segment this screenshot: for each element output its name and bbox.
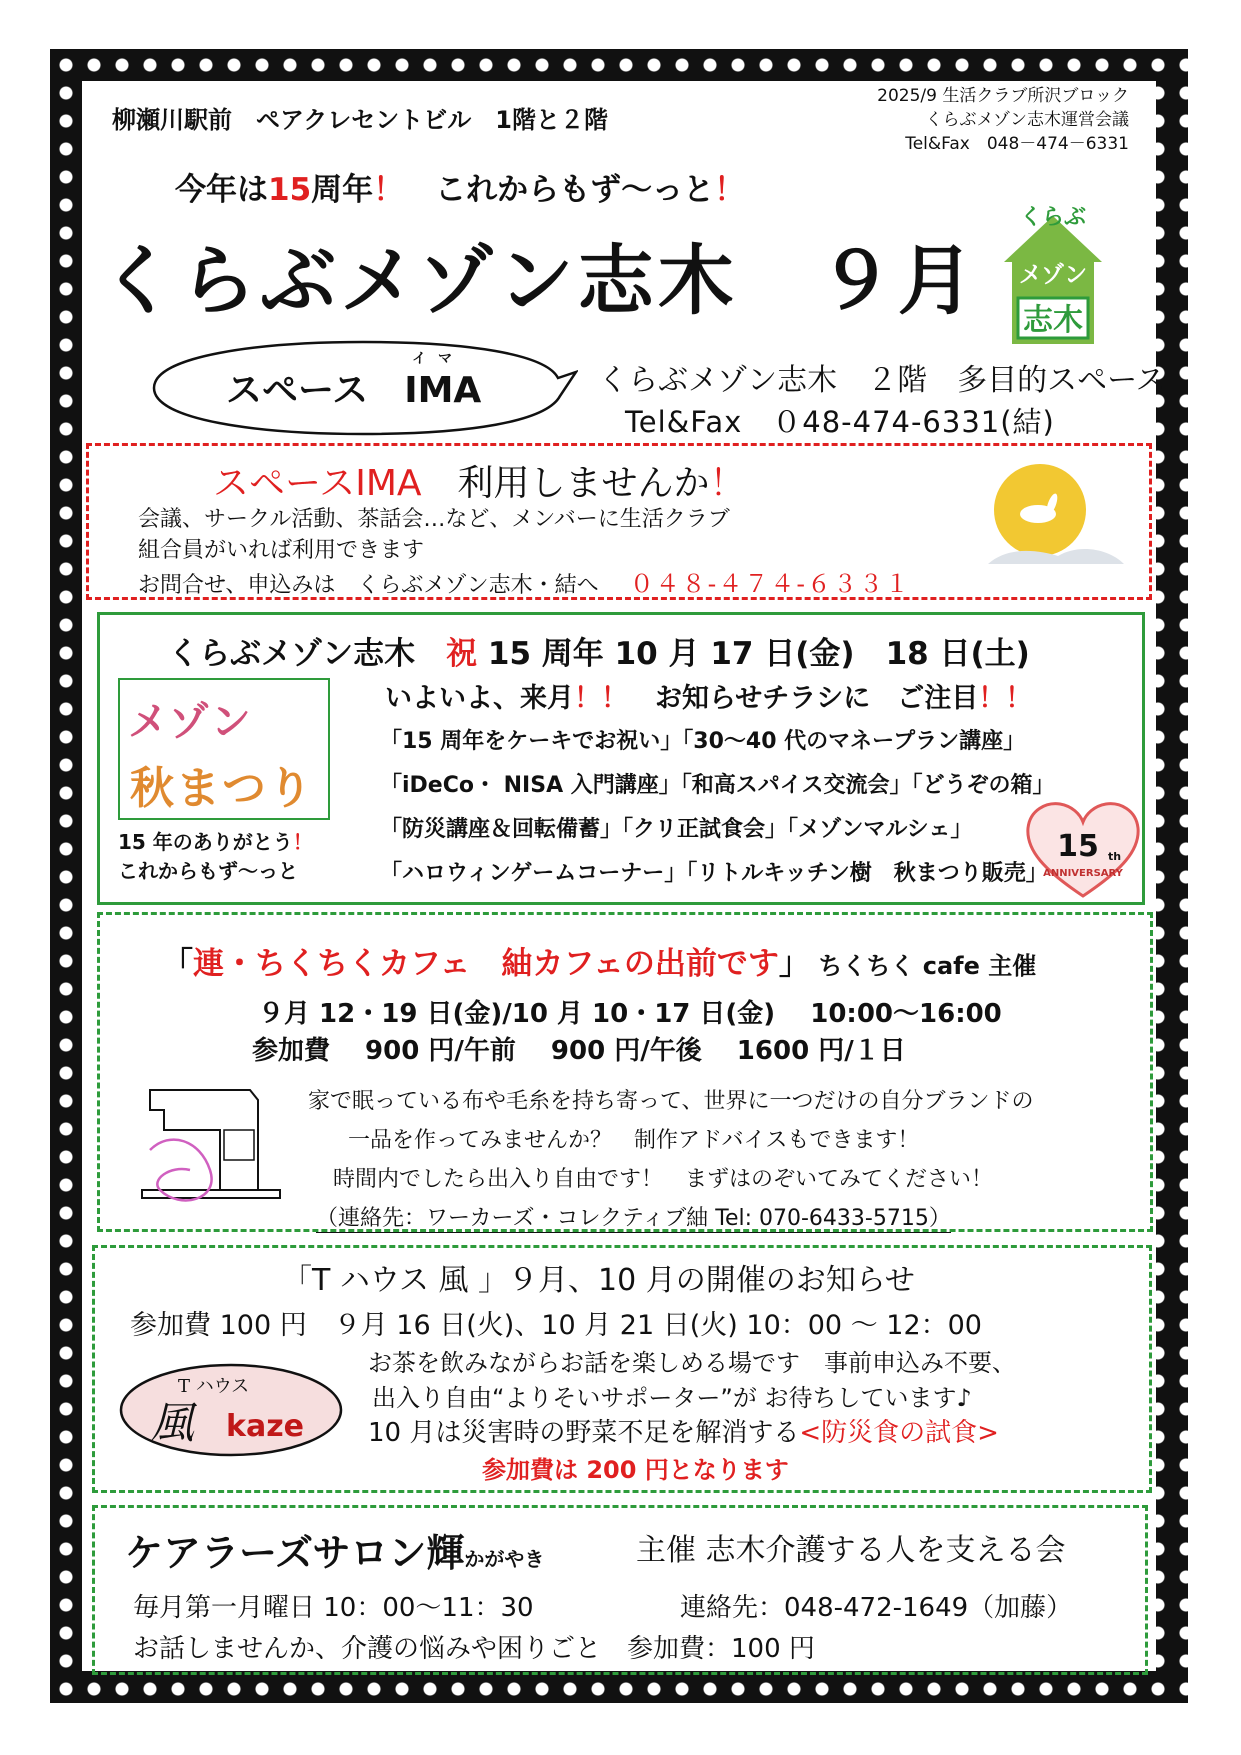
section5-schedule: 毎月第一月曜日 10：00～11：30 [133, 1593, 534, 1623]
organizer-line: Tel&Fax 048－474－6331 [905, 134, 1129, 154]
organizer-line: くらぶメゾン志木運営会議 [925, 110, 1129, 130]
section2-sub-text: いよいよ、来月 [385, 683, 574, 714]
section5-title [125, 1522, 544, 1577]
anniv-mark: ！ [373, 172, 405, 208]
section2-celebrate: 祝 [446, 636, 478, 672]
section1-contact-text: お問合せ、申込みは くらぶメゾン志木・結へ [138, 573, 599, 598]
anniv-number: 15 [268, 172, 312, 208]
anniv-text: 今年は [175, 172, 268, 208]
ima-ruby: イマ [412, 351, 464, 367]
section4-line: 出入り自由“よりそいサポーター”が お待ちしています♪ [372, 1384, 972, 1412]
location-text: 柳瀬川駅前 ペアクレセントビル 1階と２階 [112, 106, 608, 134]
anniv-text: これからもず～っと [404, 172, 715, 208]
section3-dates: ９月 12・19 日(金)/10 月 10・17 日(金) 10:00～16:00 [258, 999, 1002, 1029]
section1-phone: ０４８-４７４-６３３１ [629, 570, 912, 598]
section5-organizer: 主催 志木介護する人を支える会 [636, 1533, 1066, 1568]
thanks-text [118, 828, 313, 886]
section3-title [162, 938, 1036, 983]
event-line: 「15 周年をケーキでお祝い」「30～40 代のマネープラン講座」 [380, 729, 1026, 754]
section3-line: 家で眠っている布や毛糸を持ち寄って、世界に一つだけの自分ブランドの [308, 1089, 1034, 1114]
section2-subtitle [385, 676, 1032, 715]
space-info: くらぶメゾン志木 ２階 多目的スペース [598, 363, 1166, 398]
section1-title [213, 455, 746, 506]
section5-title-text: ケアラーズサロン輝 [125, 1531, 465, 1575]
section3-line: 一品を作ってみませんか？ 制作アドバイスもできます！ [348, 1128, 920, 1153]
anniv-mark: ！ [714, 172, 746, 208]
badge-suffix: th [1108, 850, 1122, 863]
organizer-line: 2025/9 生活クラブ所沢ブロック [877, 86, 1129, 106]
section2-title [168, 628, 1030, 673]
autumn-festival-text: 秋まつり [130, 763, 314, 814]
section2-title-text: 15 周年 10 月 17 日(金) 18 日(土) [477, 636, 1030, 672]
autumn-festival-text: メゾン [128, 699, 253, 745]
sewing-machine-illustration [140, 1070, 290, 1220]
section5-line: お話しませんか、介護の悩みや困りごと 参加費：100 円 [133, 1634, 815, 1664]
anniversary-banner [175, 164, 745, 209]
badge-number: 15 [1057, 829, 1099, 864]
organizer-block [877, 84, 1129, 156]
section3-bracket: 」 [778, 946, 795, 982]
section1-title-mark: ！ [709, 463, 746, 504]
section3-title-red: 連・ちくちくカフェ 紬カフェの出前です [193, 946, 779, 982]
event-line: 「防災講座＆回転備蓄」「クリ正試食会」「メゾンマルシェ」 [380, 817, 973, 842]
kaze-small-text: T ハウス [178, 1376, 250, 1397]
logo-bottom-text: 志木 [1023, 303, 1083, 338]
section2-sub-mark: ！！ [574, 683, 628, 714]
section4-line [368, 1412, 999, 1449]
section1-title-red: スペースIMA [213, 463, 422, 504]
section4-text: 10 月は災害時の野菜不足を解消する [368, 1418, 800, 1448]
section5-contact: 連絡先：048-472-1649（加藤） [680, 1593, 1073, 1623]
section4-highlight: <防災食の試食> [799, 1418, 999, 1448]
section1-line: 組合員がいれば利用できます [138, 538, 425, 563]
space-ima-label: スペース IMA [226, 370, 482, 411]
thanks-mark: ！ [292, 830, 313, 854]
section3-contact: （連絡先：ワーカーズ・コレクティブ紬 Tel: 070-6433-5715） [316, 1201, 951, 1233]
badge-label: ANNIVERSARY [1043, 868, 1123, 879]
section1-line: 会議、サークル活動、茶話会…など、メンバーに生活クラブ [138, 507, 730, 532]
section2-sub-text: お知らせチラシに ご注目 [628, 683, 979, 714]
kaze-english: kaze [226, 1409, 305, 1444]
section3-line: 時間内でしたら出入り自由です！ まずはのぞいてみてください！ [333, 1167, 994, 1192]
page-title: くらぶメゾン志木 ９月 [100, 236, 978, 325]
logo-mid-text: メゾン [1018, 262, 1088, 288]
event-line: 「iDeCo・ NISA 入門講座」「和高スパイス交流会」「どうぞの箱」 [380, 773, 1055, 798]
thanks-line: 15 年のありがとう [118, 830, 293, 854]
event-line: 「ハロウィンゲームコーナー」「リトルキッチン樹 秋まつり販売」 [380, 861, 1048, 886]
section5-ruby: かがやき [464, 1547, 545, 1571]
kaze-badge [118, 1362, 344, 1458]
kaze-kanji: 風 [150, 1398, 194, 1449]
section3-fee: 参加費 900 円/午前 900 円/午後 1600 円/１日 [252, 1036, 906, 1066]
section1-line [138, 564, 911, 599]
section4-title: 「T ハウス 風 」９月、10 月の開催のお知らせ [282, 1263, 915, 1298]
maison-logo [994, 198, 1112, 346]
thanks-line: これからもず～っと [118, 859, 298, 883]
moon-rabbit-illustration [978, 460, 1128, 580]
section4-fee-note: 参加費は 200 円となります [482, 1456, 789, 1484]
space-tel: Tel&Fax ０48-474-6331(結) [625, 405, 1055, 439]
section1-title-rest: 利用しませんか [421, 463, 710, 504]
section4-line: お茶を飲みながらお話を楽しめる場です 事前申込み不要、 [368, 1349, 1016, 1377]
anniv-text: 周年 [311, 172, 374, 208]
section3-bracket: 「 [162, 946, 193, 982]
section2-sub-mark: ！！ [978, 683, 1033, 714]
anniversary-heart-badge [1024, 800, 1142, 900]
logo-top-text: くらぶ [1019, 205, 1087, 230]
section3-host: ちくちく cafe 主催 [794, 952, 1037, 980]
section4-fee: 参加費 100 円 ９月 16 日(火)、10 月 21 日(火) 10：00 ～ 12：00 [130, 1310, 982, 1341]
section2-title-text: くらぶメゾン志木 [168, 636, 447, 672]
